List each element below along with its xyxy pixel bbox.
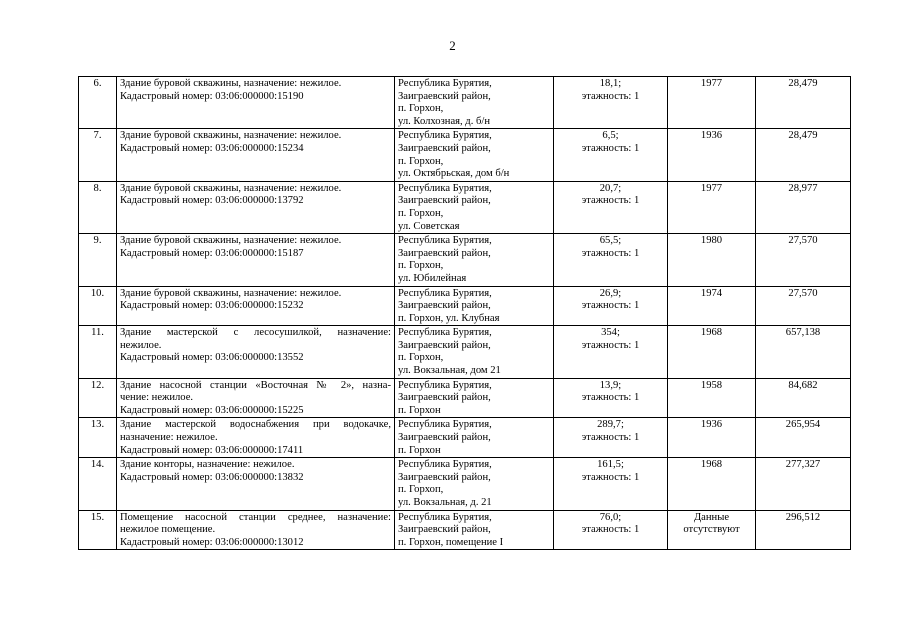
- row-number: 13.: [90, 419, 105, 431]
- addr-line: Заиграевский район,: [398, 524, 491, 536]
- addr-line: п. Горхон: [398, 444, 441, 456]
- addr-line: Заиграевский район,: [398, 300, 491, 312]
- row-number: 11.: [91, 327, 104, 339]
- value: 277,327: [785, 459, 821, 471]
- area-cell: [554, 77, 668, 129]
- addr-line: Заиграевский район,: [398, 339, 491, 351]
- year-line: отсутствуют: [683, 524, 740, 536]
- area-line: этажность: 1: [581, 339, 640, 351]
- row-number: 6.: [93, 78, 102, 89]
- addr-line: ул. Советская: [398, 220, 460, 232]
- row-number-cell: [79, 378, 117, 418]
- description-cell: [117, 181, 395, 233]
- area-line: 354;: [601, 327, 620, 339]
- area-line: этажность: 1: [581, 90, 640, 102]
- row-number: 7.: [93, 130, 102, 142]
- desc-line: Здание буровой скважины, назначение: нежилое.: [120, 182, 342, 194]
- year-cell: [668, 510, 756, 550]
- desc-line: Здание буровой скважины, назначение: нежилое.: [120, 235, 342, 247]
- addr-line: Заиграевский район,: [398, 195, 491, 207]
- addr-line: п. Горхон,: [398, 260, 444, 272]
- value-cell: [756, 326, 851, 378]
- value-cell: [756, 181, 851, 233]
- area-cell: [554, 510, 668, 550]
- area-line: 65,5;: [599, 235, 622, 247]
- addr-line: ул. Вокзальная, д. 21: [398, 497, 492, 508]
- row-number-cell: [79, 286, 117, 326]
- desc-line: Кадастровый номер: 03:06:000000:13012: [120, 536, 304, 548]
- row-number: 14.: [90, 459, 105, 471]
- description-cell: [117, 510, 395, 550]
- table-row: [79, 458, 851, 510]
- addr-line: Республика Бурятия,: [398, 287, 492, 299]
- description-cell: [117, 378, 395, 418]
- addr-line: п. Горхон, ул. Клубная: [398, 312, 500, 324]
- area-cell: [554, 181, 668, 233]
- year-cell: [668, 418, 756, 458]
- year-cell: [668, 181, 756, 233]
- row-number-cell: [79, 77, 117, 129]
- property-table: [78, 76, 851, 550]
- row-number: 8.: [93, 182, 102, 194]
- description-cell: [117, 458, 395, 510]
- year-cell: [668, 458, 756, 510]
- addr-line: Заиграевский район,: [398, 432, 491, 444]
- table-row: [79, 286, 851, 326]
- description-cell: [117, 418, 395, 458]
- desc-line: Здание буровой скважины, назначение: нежилое.: [120, 130, 342, 142]
- value: 28,479: [788, 78, 818, 89]
- addr-line: п. Горхон,: [398, 155, 444, 167]
- value-cell: [756, 458, 851, 510]
- area-cell: [554, 378, 668, 418]
- value: 296,512: [785, 511, 821, 523]
- value-cell: [756, 286, 851, 326]
- addr-line: Республика Бурятия,: [398, 511, 492, 523]
- year-cell: [668, 378, 756, 418]
- value-cell: [756, 77, 851, 129]
- addr-line: п. Горхон,: [398, 352, 444, 364]
- addr-line: Республика Бурятия,: [398, 379, 492, 391]
- desc-line: Здание мастерской с лесосушилкой, назначение:: [120, 327, 391, 339]
- value-cell: [756, 510, 851, 550]
- value: 27,570: [788, 287, 818, 299]
- table-row: [79, 77, 851, 129]
- addr-line: Республика Бурятия,: [398, 130, 492, 142]
- value: 265,954: [785, 419, 821, 431]
- addr-line: Республика Бурятия,: [398, 419, 492, 431]
- addr-line: Республика Бурятия,: [398, 327, 492, 339]
- addr-line: Заиграевский район,: [398, 90, 491, 102]
- address-cell: [395, 286, 554, 326]
- area-line: 161,5;: [597, 459, 624, 471]
- address-cell: [395, 510, 554, 550]
- addr-line: п. Горхон,: [398, 103, 444, 115]
- address-cell: [395, 77, 554, 129]
- description-cell: [117, 234, 395, 286]
- value-cell: [756, 234, 851, 286]
- year-cell: [668, 77, 756, 129]
- desc-line: чение: нежилое.: [120, 392, 194, 404]
- year-cell: [668, 286, 756, 326]
- desc-line: назначение: нежилое.: [120, 432, 218, 444]
- desc-line: Кадастровый номер: 03:06:000000:13832: [120, 471, 304, 483]
- description-cell: [117, 77, 395, 129]
- area-line: 26,9;: [599, 287, 622, 299]
- year-line: 1968: [700, 327, 723, 339]
- area-line: этажность: 1: [581, 471, 640, 483]
- table-row: [79, 129, 851, 181]
- area-line: этажность: 1: [581, 195, 640, 207]
- year-cell: [668, 129, 756, 181]
- desc-line: Кадастровый номер: 03:06:000000:17411: [120, 444, 304, 456]
- year-line: 1977: [700, 78, 723, 89]
- year-cell: [668, 326, 756, 378]
- area-cell: [554, 326, 668, 378]
- row-number: 15.: [90, 511, 105, 523]
- addr-line: п. Горхон,: [398, 207, 444, 219]
- area-line: этажность: 1: [581, 300, 640, 312]
- addr-line: Заиграевский район,: [398, 471, 491, 483]
- year-line: 1958: [700, 379, 723, 391]
- desc-line: Кадастровый номер: 03:06:000000:15225: [120, 404, 304, 416]
- addr-line: п. Горхоп,: [398, 484, 444, 496]
- row-number: 12.: [90, 379, 105, 391]
- area-line: 289,7;: [597, 419, 624, 431]
- table-row: [79, 378, 851, 418]
- desc-line: нежилое помещение.: [120, 524, 216, 536]
- row-number-cell: [79, 458, 117, 510]
- row-number-cell: [79, 234, 117, 286]
- area-cell: [554, 129, 668, 181]
- year-line: 1968: [700, 459, 723, 471]
- area-line: этажность: 1: [581, 524, 640, 536]
- row-number-cell: [79, 326, 117, 378]
- address-cell: [395, 458, 554, 510]
- addr-line: Заиграевский район,: [398, 247, 491, 259]
- area-cell: [554, 418, 668, 458]
- desc-line: Помещение насосной станции среднее, назначение:: [120, 511, 391, 523]
- area-line: 18,1;: [599, 78, 622, 89]
- property-table-body: [79, 77, 851, 550]
- desc-line: Здание конторы, назначение: нежилое.: [120, 459, 295, 471]
- address-cell: [395, 378, 554, 418]
- area-line: 76,0;: [599, 511, 622, 523]
- area-cell: [554, 458, 668, 510]
- year-line: 1977: [700, 182, 723, 194]
- value: 27,570: [788, 235, 818, 247]
- addr-line: ул. Юбилейная: [398, 272, 467, 284]
- address-cell: [395, 326, 554, 378]
- desc-line: Здание мастерской водоснабжения при водокачке,: [120, 419, 391, 431]
- value: 657,138: [785, 327, 821, 339]
- row-number-cell: [79, 418, 117, 458]
- area-line: 6,5;: [602, 130, 619, 142]
- table-row: [79, 418, 851, 458]
- year-line: 1974: [700, 287, 723, 299]
- area-line: этажность: 1: [581, 392, 640, 404]
- description-cell: [117, 326, 395, 378]
- addr-line: ул. Вокзальная, дом 21: [398, 365, 501, 377]
- area-cell: [554, 286, 668, 326]
- desc-line: Кадастровый номер: 03:06:000000:15232: [120, 300, 304, 312]
- desc-line: Здание буровой скважины, назначение: нежилое.: [120, 287, 342, 299]
- value: 84,682: [788, 379, 818, 391]
- addr-line: п. Горхон: [398, 404, 441, 416]
- row-number-cell: [79, 129, 117, 181]
- desc-line: Здание буровой скважины, назначение: нежилое.: [120, 78, 342, 89]
- row-number-cell: [79, 510, 117, 550]
- addr-line: ул. Октябрьская, дом б/н: [398, 168, 510, 180]
- description-cell: [117, 129, 395, 181]
- year-cell: [668, 234, 756, 286]
- address-cell: [395, 234, 554, 286]
- address-cell: [395, 181, 554, 233]
- area-line: этажность: 1: [581, 247, 640, 259]
- year-line: 1936: [700, 419, 723, 431]
- addr-line: Республика Бурятия,: [398, 235, 492, 247]
- area-line: 20,7;: [599, 182, 622, 194]
- address-cell: [395, 418, 554, 458]
- row-number: 10.: [90, 287, 105, 299]
- value: 28,977: [788, 182, 818, 194]
- row-number-cell: [79, 181, 117, 233]
- value-cell: [756, 378, 851, 418]
- year-line: 1980: [700, 235, 723, 247]
- table-row: [79, 234, 851, 286]
- year-line: 1936: [700, 130, 723, 142]
- desc-line: Кадастровый номер: 03:06:000000:15190: [120, 90, 304, 102]
- year-line: Данные: [693, 511, 730, 523]
- area-line: 13,9;: [599, 379, 622, 391]
- area-line: этажность: 1: [581, 432, 640, 444]
- table-row: [79, 181, 851, 233]
- desc-line: Кадастровый номер: 03:06:000000:15187: [120, 247, 304, 259]
- page-number: 2: [449, 38, 456, 53]
- addr-line: Республика Бурятия,: [398, 459, 492, 471]
- addr-line: Республика Бурятия,: [398, 182, 492, 194]
- addr-line: Заиграевский район,: [398, 142, 491, 154]
- desc-line: Кадастровый номер: 03:06:000000:13792: [120, 195, 304, 207]
- area-line: этажность: 1: [581, 142, 640, 154]
- area-cell: [554, 234, 668, 286]
- addr-line: ул. Колхозная, д. б/н: [398, 115, 491, 127]
- addr-line: п. Горхон, помещение I: [398, 536, 504, 548]
- value: 28,479: [788, 130, 818, 142]
- desc-line: нежилое.: [120, 339, 162, 351]
- table-row: [79, 326, 851, 378]
- address-cell: [395, 129, 554, 181]
- table-row: [79, 510, 851, 550]
- desc-line: Здание насосной станции «Восточная № 2», назна-: [120, 379, 391, 391]
- value-cell: [756, 129, 851, 181]
- value-cell: [756, 418, 851, 458]
- addr-line: Заиграевский район,: [398, 392, 491, 404]
- description-cell: [117, 286, 395, 326]
- desc-line: Кадастровый номер: 03:06:000000:13552: [120, 352, 304, 364]
- desc-line: Кадастровый номер: 03:06:000000:15234: [120, 142, 304, 154]
- row-number: 9.: [93, 235, 102, 247]
- addr-line: Республика Бурятия,: [398, 78, 492, 89]
